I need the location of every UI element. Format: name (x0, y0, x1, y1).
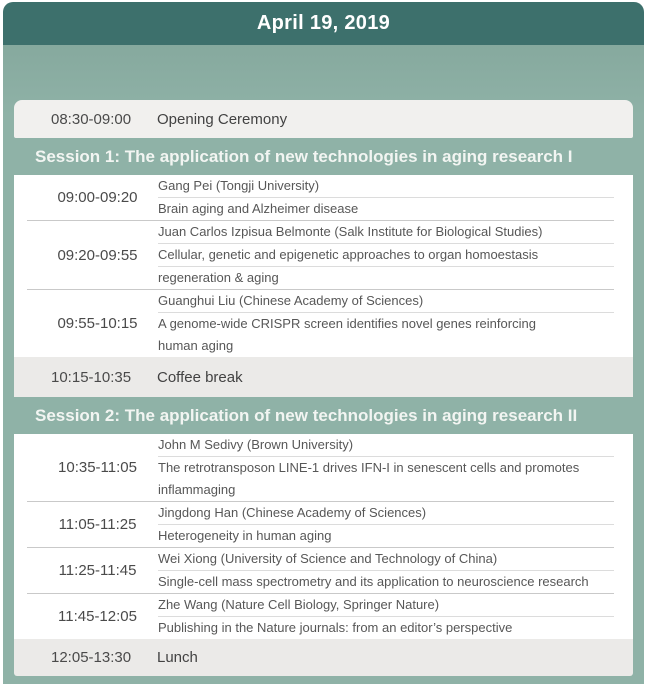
talk-time: 09:20-09:55 (57, 246, 138, 264)
talk-cell (158, 175, 614, 197)
talk-content (158, 594, 614, 639)
talk-text-line: inflammaging (158, 482, 236, 497)
talk-cell (158, 312, 614, 357)
talk-time: 11:05-11:25 (58, 516, 137, 533)
talk-time: 11:45-12:05 (58, 608, 137, 625)
talk-time: 09:55-10:15 (57, 315, 138, 332)
talk-text-line: Brain aging and Alzheimer disease (158, 201, 359, 216)
talk-row (27, 501, 614, 547)
talk-cell (158, 570, 614, 593)
session-section-1 (14, 138, 633, 397)
row-label: Coffee break (157, 368, 243, 386)
session-talks-card (14, 175, 633, 357)
row-label: Opening Ceremony (157, 110, 288, 128)
talk-row (27, 289, 614, 357)
talk-text-line: Juan Carlos Izpisua Belmonte (Salk Institute for Biological Studies) (158, 224, 543, 239)
talk-text-line: Gang Pei (Tongji University) (158, 178, 320, 193)
talk-time: 10:35-11:05 (58, 459, 137, 476)
talk-content (158, 221, 614, 289)
talk-cell (158, 266, 614, 289)
talk-cell (158, 594, 614, 616)
session-section-2 (14, 397, 633, 676)
talk-cell (158, 502, 614, 524)
talk-cell (158, 197, 614, 220)
talk-content (158, 548, 614, 593)
talk-cell (158, 243, 614, 266)
talk-content (158, 502, 614, 547)
talk-content (158, 175, 614, 220)
talk-text-line: Cellular, genetic and epigenetic approaches to organ homoestasis (158, 247, 539, 262)
talk-content (158, 434, 614, 501)
talk-row (27, 220, 614, 289)
talk-text-line: human aging (158, 338, 234, 353)
talk-text-line: Heterogeneity in human aging (158, 528, 332, 543)
date-title: April 19, 2019 (256, 12, 391, 34)
session-talks-card (14, 434, 633, 639)
talk-cell (158, 290, 614, 312)
row-time: 08:30-09:00 (51, 110, 132, 128)
talk-cell (158, 524, 614, 547)
row-time: 10:15-10:35 (51, 368, 132, 386)
talk-text-line: The retrotransposon LINE-1 drives IFN-I in senescent cells and promotes (158, 460, 580, 475)
talk-cell (158, 434, 614, 456)
talk-row (27, 593, 614, 639)
talk-row (27, 547, 614, 593)
talk-text-line: Jingdong Han (Chinese Academy of Sciences) (158, 505, 427, 520)
schedule-panel (3, 45, 644, 684)
talk-content (158, 290, 614, 357)
date-header-bar (3, 2, 644, 45)
talk-text-line: Single-cell mass spectrometry and its application to neuroscience research (158, 574, 589, 589)
talk-time: 11:25-11:45 (58, 562, 137, 579)
talk-cell (158, 456, 614, 501)
break-row (14, 639, 633, 676)
talk-row (27, 434, 614, 501)
talk-text-line: Guanghui Liu (Chinese Academy of Sciences) (158, 293, 424, 308)
talk-row (27, 175, 614, 220)
talk-time: 09:00-09:20 (57, 189, 138, 206)
talk-cell (158, 616, 614, 639)
talk-text-line: Wei Xiong (University of Science and Technology of China) (158, 551, 498, 566)
session-title: Session 1: The application of new technologies in aging research I (35, 147, 573, 166)
row-label: Lunch (157, 649, 198, 666)
break-row (14, 357, 633, 397)
talk-text-line: Zhe Wang (Nature Cell Biology, Springer Nature) (158, 597, 440, 612)
row-time: 12:05-13:30 (51, 649, 132, 666)
session-title: Session 2: The application of new technologies in aging research II (35, 406, 578, 425)
talk-text-line: John M Sedivy (Brown University) (158, 437, 354, 452)
talk-cell (158, 548, 614, 570)
talk-text-line: regeneration & aging (158, 270, 279, 285)
opening-ceremony-row (14, 100, 633, 138)
sessions-container (14, 138, 633, 676)
talk-text-line: A genome-wide CRISPR screen identifies novel genes reinforcing (158, 316, 536, 331)
talk-text-line: Publishing in the Nature journals: from an editor’s perspective (158, 620, 513, 635)
talk-cell (158, 221, 614, 243)
